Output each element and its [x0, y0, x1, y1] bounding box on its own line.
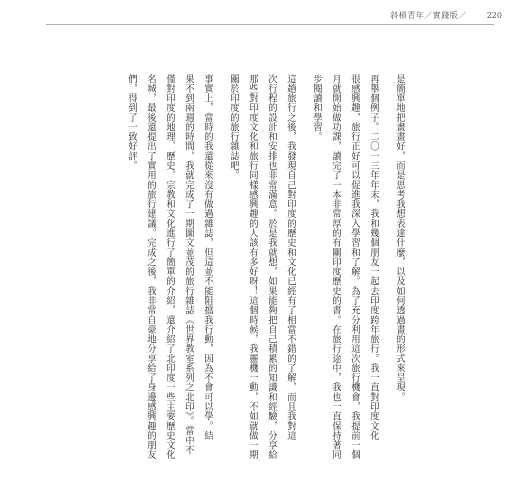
- text-line: 那些對印度文化和旅行同樣感興趣的人該有多好呀！這個時候，我靈機一動，不如就做一期: [247, 74, 258, 460]
- running-title: 斜槓青年／實踐版／: [390, 11, 467, 20]
- text-line: 次行程的設計和安排也非常滿意。於是我就想，如果能夠把自己積累的知識和經驗，分享給: [266, 74, 277, 460]
- page-number: 220: [486, 11, 502, 20]
- text-line: 再舉個例子。二〇一三年年末，我和幾個朋友一起去印度跨年旅行。我一直對印度文化: [368, 74, 379, 441]
- text-line: 名城，最後還提出了實用的旅行建議。完成之後，我非常自豪地分享給了身邊感興趣的朋友: [145, 74, 156, 460]
- text-line: 是簡單地把畫畫好，而是思考我想表達什麼，以及如何透過畫的形式來呈現。: [394, 74, 405, 402]
- text-line: 關於印度的旅行雜誌吧。: [228, 74, 239, 181]
- text-line: 很感興趣，旅行正好可以促進我深入學習和了解。為了充分利用這次旅行機會，我提前一個: [349, 74, 360, 460]
- text-line: 們，得到了一致好評。: [126, 74, 137, 171]
- body-text: [0, 74, 520, 460]
- text-line: 月就開始做功課，讀完了一本非常厚的有關印度歷史的書。在旅行途中，我也一直保持著同: [330, 74, 341, 460]
- header-rule: [46, 24, 494, 25]
- running-header: [390, 10, 502, 21]
- text-line: 果不到兩週的時間，我就完成了一期圖文並茂的旅行雜誌《世界教室系列之北印》。當中不: [183, 74, 194, 455]
- text-line: 這趟旅行之後，我發現自己對印度的歷史和文化已經有了相當不錯的了解，而且我對這: [285, 74, 296, 441]
- text-line: 步閱讀和學習。: [311, 74, 322, 142]
- text-line: 僅對印度的地理、歷史、宗教和文化進行了簡單的介紹，還介紹了北印度一些主要歷史文化: [164, 74, 175, 460]
- text-line: 事實上，當時的我還從來沒有做過雜誌，但這並不能阻擋我行動，因為不會可以學。結: [202, 74, 213, 441]
